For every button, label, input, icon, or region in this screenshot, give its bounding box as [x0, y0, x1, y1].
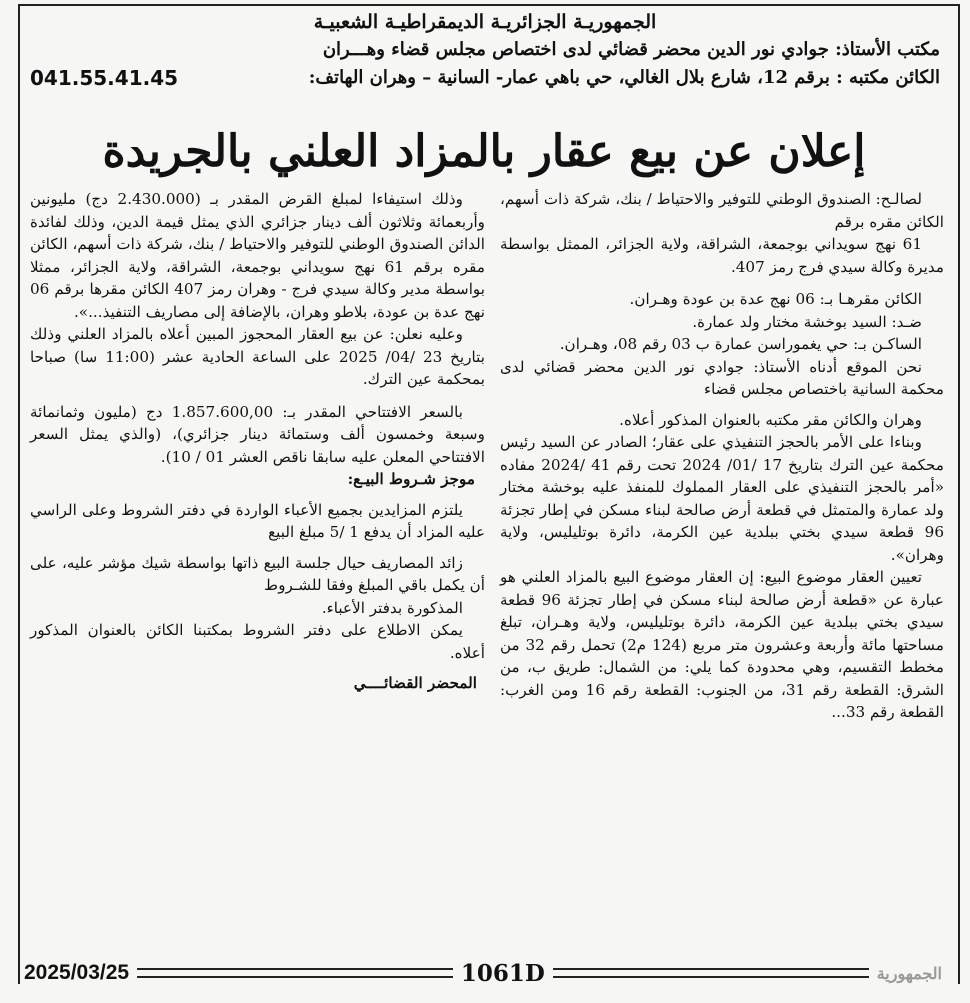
paragraph: لصالـح: الصندوق الوطني للتوفير والاحتياط / بنك، شركة ذات أسهم، الكائن مقره برقم — [500, 190, 944, 231]
page-footer — [24, 960, 942, 986]
paragraph: وعليه نعلن: عن بيع العقار المحجوز المبين أعلاه بالمزاد العلني وذلك بتاريخ 23 /04/ 2025 على الساعة الحادية عشر (11:00 سا) صباحا بمحكمة عين الترك. — [30, 325, 485, 388]
publication-date: 2025/03/25 — [24, 961, 130, 984]
footer-rule — [553, 968, 869, 978]
office-line: مكتب الأستاذ: جوادي نور الدين محضر قضائي لدى اختصاص مجلس قضاء وهـــران — [322, 39, 940, 60]
footer-rule — [137, 968, 453, 978]
ad-code: 1061D — [460, 959, 545, 987]
paragraph: يمكن الاطلاع على دفتر الشروط بمكتبنا الكائن بالعنوان المذكور أعلاه. — [30, 621, 485, 662]
paragraph: 61 نهج سويداني بوجمعة، الشراقة، ولاية الجزائر، الممثل بواسطة مديرة وكالة سيدي فرج رمز 407. — [500, 235, 944, 276]
paragraph: الساكـن بـ: حي يغموراسن عمارة ب 03 رقم 08، وهـران. — [559, 335, 922, 353]
paragraph: وذلك استيفاءا لمبلغ القرض المقدر بـ (2.430.000 دج) مليونين وأربعمائة وثلاثون ألف دينار جزائري الذي يمثل قيمة الدين، وذلك لفائدة الدائن الصندوق الوطني للتوفير والاحتياط / بنك، شركة ذات أسهم، الكائن مقره برقم 61 نهج سويداني بوجمعة، الشراقة، ولاية الجزائر، ممثلا بواسطة مدير وكالة سيدي فرج - وهران رمز 407 الكائن مقرها برقم 06 نهج عدة بن عودة، بلاطو وهران، بالإضافة إلى مصاريف التنفيذ...». — [30, 190, 485, 321]
title-banner — [58, 118, 910, 184]
paragraph: يلتزم المزايدين بجميع الأعباء الواردة في دفتر الشروط وعلى الراسي عليه المزاد أن يدفع 1 /5 مبلغ البيع — [30, 500, 485, 541]
paragraph: الكائن مقرهـا بـ: 06 نهج عدة بن عودة وهـران. — [629, 290, 922, 308]
address-text: الكائن مكتبه : برقم 12، شارع بلال الغالي، حي باهي عمار- السانية – وهران الهاتف: — [308, 67, 940, 88]
newspaper-logo: الجمهورية — [876, 963, 942, 983]
paragraph: وبناءا على الأمر بالحجز التنفيذي على عقار؛ الصادر عن السيد رئيس محكمة عين الترك بتاريخ 17 /01/ 2024 تحت رقم 41 /2024 مفاده «أمر بالحجز التنفيذي على العقار المملوك للمنفذ عليه بوخشة مختار ولد عمارة والمتمثل في قطعة أرض صالحة لبناء مسكن في إطار تجزئة 96 قطعة سيدي بختي ببلدية عين الكرمة، دائرة بوتليليس، ولاية وهران». — [500, 433, 944, 564]
paragraph: زائد المصاريف حيال جلسة البيع ذاتها بواسطة شيك مؤشر عليه، على أن يكمل باقي المبلغ وفقا للشـروط — [30, 553, 485, 594]
paragraph: وهران والكائن مقر مكتبه بالعنوان المذكور أعلاه. — [619, 410, 922, 429]
address-line — [30, 64, 940, 92]
paragraph: ضـد: السيد بوخشة مختار ولد عمارة. — [692, 312, 922, 331]
paragraph: بالسعر الافتتاحي المقدر بـ: 1.857.600,00 دج (مليون وثمانمائة وسبعة وخمسون ألف وستمائة دينار جزائري)، (والذي يمثل السعر الافتتاحي المعلن عليه سابقا ناقص العشر 01 / 10). — [30, 402, 485, 466]
right-column — [500, 188, 944, 724]
announcement-title: إعلان عن بيع عقار بالمزاد العلني بالجريدة — [102, 125, 866, 177]
phone-number: 041.55.41.45 — [30, 66, 179, 90]
bailiff-signature: المحضر القضائــــي — [353, 674, 477, 692]
office-header — [30, 8, 940, 92]
conditions-subheading: موجز شـروط البيـع: — [347, 470, 475, 488]
left-column — [30, 188, 485, 695]
republic-line: الجمهوريـة الجزائريـة الديمقراطيـة الشعبيـة — [313, 11, 657, 33]
paragraph: نحن الموقع أدناه الأستاذ: جوادي نور الدين محضر قضائي لدى محكمة السانية باختصاص مجلس قضاء — [500, 357, 944, 398]
paragraph: تعيين العقار موضوع البيع: إن العقار موضوع البيع بالمزاد العلني هو عبارة عن «قطعة أرض صالحة لبناء مسكن في إطار تجزئة 96 قطعة سيدي بختي ببلدية عين الكرمة، دائرة بوتليليس، ولاية وهـران، تبلغ مساحتها مائة وأربعة وعشرون متر مربع (124 م2) تحمل رقم 32 من مخطط التقسيم، وهي محدودة كما يلي: من الشمال: طريق ب، من الشرق: القطعة رقم 31، من الجنوب: القطعة رقم 16 ومن الغرب: القطعة رقم 33... — [500, 568, 944, 721]
paragraph: المذكورة بدفتر الأعباء. — [321, 598, 463, 617]
